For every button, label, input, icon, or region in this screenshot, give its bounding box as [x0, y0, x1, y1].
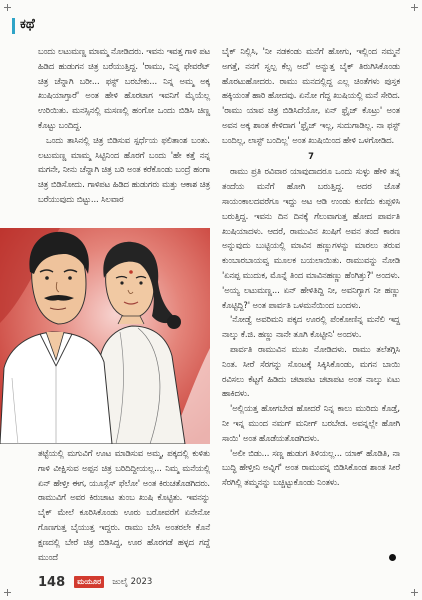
story-paragraph: ಪಾರ್ವತಿ ರಾಮುವಿನ ಮುಖ ನೋಡಿದಳು. ರಾಮು ತಲೆತಗ್ಗಿಸಿ ನಿಂತ. ಸೀರೆ ಸೆರಗನ್ನು ಸೊಂಟಕ್ಕೆ ಸಿಕ್ಕಿಸಿಕೊಂಡು, ಮಗನ ಬಾಯಿ ರವಿಸಲು ಕೆಟ್ಟಗೆ ಹಿಡಿದು ಚಟಾಪಟ ಚಟಾಪಟ ಅಂತ ನಾಲ್ಕು ಏಟು ಹಾಕಿದಳು. [222, 343, 400, 399]
section-label: ಕಥೆ [20, 17, 35, 32]
section-accent-bar [12, 18, 15, 34]
story-paragraph: ಬಂದು ಲಟುಮಣ್ಣ ಮಾಮ್ಮ ನೋಡಿದರು. ಇವನು ಇವತ್ತ ಗಾಳಿ ಪಟ ಹಿಡಿದ ಹುಡುಗನ ಚಿತ್ರ ಬರೆಯುತ್ತಿದ್ದ. 'ರಾಮು, ನಿನ್ನ ಫೇವರೆಟ್ ಚಿತ್ರ ಚೆನ್ನಾಗಿ ಬರೀ... ಫಸ್ಟ್ ಬರಬೇಕು... ನಿನ್ನ ಅಮ್ಮ ಅಕ್ಕ ಖುಷಿಯಾಗ್ತಾರೆ' ಅಂತ ಹೇಳಿ ಹೊರಟಾಗ ಇವನಿಗೆ ಮೈಯೆಲ್ಲ ಉರಿಯಿತು. ಮನಸ್ಸಿನಲ್ಲಿ ಮಸಣಲ್ಲಿ ಹಂಗೋ ಒಂದು ಬಿಡಿಸಿ ಚಿಣ್ಣ ಕೊಟ್ಟು ಬಂದಿದ್ದ. [38, 46, 210, 130]
crop-mark-icon [4, 589, 11, 596]
story-paragraph: ಒಂದು ತಾಸಿನಲ್ಲಿ ಚಿತ್ರ ಬಿಡಿಸುವ ಸ್ಪರ್ಧೆಯ ಫಲಿತಾಂಶ ಬಂತು. ಲಟುಮಣ್ಣ ಮಾಮ್ಮ ಸಿಟ್ಟಿನಿಂದ ಹೊರಗೆ ಬಂದು 'ಹೇ ಕತ್ತೆ ನನ್ನ ಮಗನೇ, ನೀನು ಚೆನ್ನಾಗಿ ಚಿತ್ರ ಬರಿ ಅಂತ ಕರೆಕೊಂಡು ಬಂದ್ರೆ ಹಂಗಾ ಚಿತ್ರ ಬಿಡಿಸೋದು. ಗಾಳಿಪಟ ಹಿಡಿದ ಹುಡುಗರು ಮತ್ತು ಆಕಾಶ ಚಿತ್ರ ಬರೆಯುವುದು ಬಿಟ್ಟು... ಸಿಲವಾರ [38, 134, 210, 204]
story-column-right [222, 44, 400, 490]
section-number: 7 [308, 150, 314, 161]
story-column-left-bottom [38, 446, 210, 564]
magazine-logo: ಮಯೂರ [74, 576, 104, 588]
page-footer [38, 571, 238, 591]
crop-mark-icon [411, 589, 418, 596]
issue-date: ಜುಲೈ 2023 [112, 577, 153, 587]
story-column-left-top [38, 44, 210, 207]
story-paragraph: 'ನೋಡ್ವೆ ಅವರಿಮನಿ ಪಕ್ಕದ ಊರಲ್ಲಿ ಪೆಂಕೋಣಿನ್ನ ಮನೆಲಿ ಇದ್ದ ನಾಲ್ಕು ಕೆ.ಜಿ. ಹಣ್ಣು ನಾನೇ ತೂಗಿ ಕೊಟ್ಟೀನಿ' ಅಂದಳು. [222, 314, 400, 340]
page-number: 148 [38, 575, 66, 590]
crop-mark-icon [411, 4, 418, 11]
story-paragraph: 'ಅಲೀ ಬಿಡು... ಸಣ್ಣ ಹುಡುಗ ತಿಳಿಯಲ್ಲ... ಯಾಕ್ ಹೊಡಿತಿ, ನಾ ಬುದ್ಧಿ ಹೇಳ್ತೀನಿ ಅವ್ನಿಗೆ' ಅಂತ ರಾಮುವನ್ನ ಬಿಡಿಸಿಕೊಂಡ ಶಾಂತ ಸೀರೆ ಸೆರಗಿಲ್ಲಿ ತಮ್ಮನನ್ನು ಬಚ್ಚಿಟ್ಟುಕೊಂಡು ನಿಂತಳು. [222, 447, 400, 488]
crop-mark-icon [4, 4, 11, 11]
story-paragraph: 'ಅಲ್ಲಿಯತ್ತ ಹೋಗಬೇಡ ಹೋದರೆ ನಿನ್ನ ಕಾಲು ಮುರಿದು ಕೊಡ್ತೆ, ನೀ ಇನ್ನ ಮುಂದ ನಮಗ್ ಮನೀಗ್ ಬರಬೇಡ. ಅವನ್ನಲ್ಲೇ ಹೋಗಿ ಸಾಯಿ' ಅಂತ ಹೊಡೆಯತೊಡಗಿದಳು. [222, 403, 400, 443]
story-paragraph: ಬೈಕ್ ನಿಲ್ಲಿಸಿ, 'ನೀ ನಡಕಂಡು ಮನೆಗೆ ಹೋಗು, ಇಲ್ಲಿಂದ ನಮ್ಮನೆ ಅಗತ್ತೆ, ನನಗೆ ಸ್ವಲ್ಪ ಕೆಲ್ಸ ಅದೆ' ಅನ್ನುತ್ತ ಬೈಕ್ ತಿರುಗಿಸಿಕೊಂಡು ಹೊರಟುಹೋದರು. ರಾಮು ಮನದಲ್ಲಿದ್ದ ಎಲ್ಲ ಚಿಂತೆಗಳು ಪುಸ್ತಕ ಹಕ್ಕಿಯಂತೆ ಹಾರಿ ಹೋದವು. ಏನೋ ಗೆದ್ದ ಖುಷಿಯಲ್ಲಿ ಮನೆ ಸೇರಿದ. 'ರಾಮು ಯಾವ ಚಿತ್ರ ಬಿಡಿಸಿದೆಯೋ, ಏನ್ ಫ್ರೈಜ್ ಕೊಟ್ರು' ಅಂತ ಅವನ ಅಕ್ಕ ಶಾಂತ ಕೇಳಿದಾಗ 'ಫ್ರೈಜ್ ಇಲ್ಲ, ಸುದುಗಾಡಿಲ್ಲ. ನಾ ಫಸ್ಟ್ ಬಂದಿಲ್ಲ, ಲಾಸ್ಟ್ ಬಂದಿಲ್ಲ' ಅಂತ ಖುಷಿಯಿಂದ ಹೇಳಿ ಒಳಗೋಡಿದ. [222, 46, 400, 145]
couple-illustration [0, 228, 210, 444]
story-illustration [0, 228, 210, 444]
story-end-icon [389, 554, 396, 561]
page-header [0, 0, 422, 42]
story-paragraph: ತಟ್ಟೆಯಲ್ಲಿ ಮಗುವಿಗೆ ಊಟ ಮಾಡಿಸುವ ಅಮ್ಮ, ಪಕ್ಕದಲ್ಲಿ ಕುಳಿತು ಗಾಳಿ ವೀಕ್ಷಿಸುವ ಅಪ್ಪನ ಚಿತ್ರ ಬರಿದಿದ್ದೀಯಲ್ಲ... ನಿಮ್ಮ ಮನೆಯಲ್ಲಿ ಏನ್ ಹೇಳ್ತೀ ಈಗ, ಯೂಸ್ಲೆಸ್ ಫೆಲೋ' ಅಂತ ಕಿರುಚತೊಡಗಿದರು. ರಾಮುವಿಗೆ ಅವರ ಕಿರುಚಾಟ ತುಂಬ ಖುಷಿ ಕೊಟ್ಟಿತು. ಇವನನ್ನು ಬೈಕ್ ಮೇಲೆ ಕೂರಿಸಿಕೊಂಡು ಊರು ಬರೋವರೆಗೆ ಏನೇನೋ ಗೊಣಗುತ್ತ ಬೈಯುತ್ತ ಇದ್ದರು. ರಾಮು ಬೇಸಿ ಅಂತರಲೇ ಕೊನೆ ಕ್ಷಣದಲ್ಲಿ ಬೇರೆ ಚಿತ್ರ ಬಿಡಿಸಿದ್ದ, ಊರ ಹೊರಗಡೆ ಹಳ್ಳದ ಗದ್ದೆ ಮುಂದೆ [38, 448, 210, 562]
story-paragraph: ರಾಮು ಪ್ರತಿ ರವಿವಾರ ಯಾವುದಾದರೂ ಒಂದು ಸುಳ್ಳು ಹೇಳಿ ತನ್ನ ತಂದೆಯ ಮನೆಗೆ ಹೋಗಿ ಬರುತ್ತಿದ್ದ. ಅದರ ಜೊತೆ ಸಾಯಂಕಾಲದವರೆಗೂ ಇದ್ದು ಅಟ ಆಡಿ ಉಂಡು ಕುಣಿದು ಕುಪ್ಪಳಿಸಿ ಬರುತ್ತಿದ್ದ. ಇವನು ದಿನ ದಿನಕ್ಕೆ ಗೆಲುವಾಗುತ್ತ ಹೋದ ಪಾರ್ವತಿ ಖುಷಿಯಾದಳು. ಆದರೆ, ರಾಮುವಿನ ಖುಷಿಗೆ ಅವನ ತಂದೆ ಕಾರಣ ಅನ್ನುವುದು ಬುಟ್ಟಿಯಲ್ಲಿ ಮಾವಿನ ಹಣ್ಣುಗಳನ್ನು ಮಾರಲು ತರುವ ಕುಂಬಾರಬಾಯವ್ವ ಮೂಲಕ ಬಯಲಾಯಿತು. ರಾಮುವನ್ನು ನೋಡಿ 'ಏನಪ್ಪ ಮುದುಕ, ಮೊನ್ನೆ ತಿಂದ ಮಾವಿನಹಣ್ಣು ಹೆಂಗಿತ್ತು?' ಅಂದಳು. 'ಅಯ್ಯ ಲಟುಮಣ್ಣ... ಏನ್ ಹೇಳಿತಿದ್ದಿ ನೀ, ಅವನಿಗ್ಯಾಗ ನೀ ಹಣ್ಣು ಕೊಟ್ಟಿದ್ದಿ?' ಅಂತ ಪಾರ್ವತಿ ಒಳಮನೆಯಿಂದ ಬಂದಳು. [222, 166, 400, 310]
